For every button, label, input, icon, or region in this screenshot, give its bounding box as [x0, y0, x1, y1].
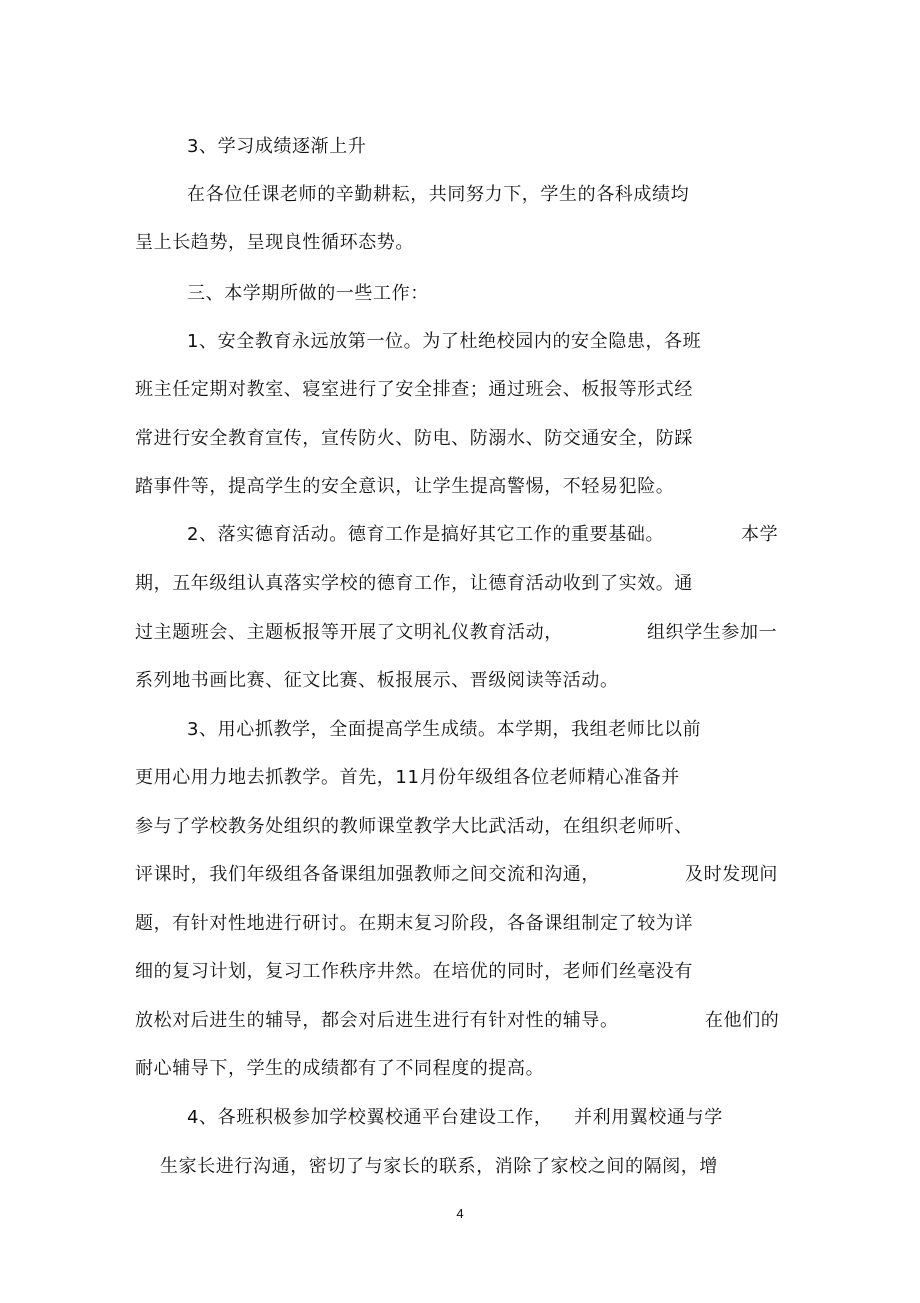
body-text-line: 组织学生参加一 — [647, 622, 778, 643]
body-text-line: 参与了学校教务处组织的教师课堂教学大比武活动，在组织老师听、 — [135, 816, 693, 837]
body-text-line: 在各位任课老师的辛勤耕耘，共同努力下，学生的各科成绩均 — [187, 184, 690, 205]
body-text-line: 更用心用力地去抓教学。首先，11月份年级组各位老师精心准备并 — [135, 767, 680, 788]
body-text-line: 1、安全教育永远放第一位。为了杜绝校园内的安全隐患，各班 — [187, 331, 702, 352]
body-text-line: 3、用心抓教学，全面提高学生成绩。本学期，我组老师比以前 — [187, 719, 702, 740]
page-number: 4 — [456, 1206, 464, 1221]
body-text-line: 题，有针对性地进行研讨。在期末复习阶段，各备课组制定了较为详 — [135, 913, 693, 934]
body-text-line: 生家长进行沟通，密切了与家长的联系，消除了家校之间的隔阂，增 — [160, 1156, 718, 1177]
body-text-line: 期，五年级组认真落实学校的德育工作，让德育活动收到了实效。通 — [135, 573, 693, 594]
body-text-line: 细的复习计划，复习工作秩序井然。在培优的同时，老师们丝毫没有 — [135, 961, 693, 982]
body-text-line: 在他们的 — [705, 1010, 780, 1031]
section-heading-work: 三、本学期所做的一些工作： — [187, 283, 429, 304]
body-text-line: 评课时，我们年级组各备课组加强教师之间交流和沟通， — [135, 864, 600, 885]
body-text-line: 并利用翼校通与学 — [574, 1107, 723, 1128]
body-text-line: 呈上长趋势，呈现良性循环态势。 — [135, 232, 414, 253]
heading-academic-progress: 3、学习成绩逐渐上升 — [187, 136, 367, 157]
body-text-line: 耐心辅导下，学生的成绩都有了不同程度的提高。 — [135, 1058, 545, 1079]
body-text-line: 4、各班积极参加学校翼校通平台建设工作， — [187, 1107, 553, 1128]
body-text-line: 系列地书画比赛、征文比赛、板报展示、晋级阅读等活动。 — [135, 670, 619, 691]
body-text-line: 过主题班会、主题板报等开展了文明礼仪教育活动， — [135, 622, 563, 643]
body-text-line: 本学 — [741, 524, 779, 545]
body-text-line: 放松对后进生的辅导，都会对后进生进行有针对性的辅导。 — [135, 1010, 619, 1031]
body-text-line: 踏事件等，提高学生的安全意识，让学生提高警惕，不轻易犯险。 — [135, 476, 675, 497]
body-text-line: 班主任定期对教室、寝室进行了安全排查；通过班会、板报等形式经 — [135, 379, 693, 400]
body-text-line: 2、落实德育活动。德育工作是搞好其它工作的重要基础。 — [187, 524, 665, 545]
body-text-line: 常进行安全教育宣传，宣传防火、防电、防溺水、防交通安全，防踩 — [135, 428, 693, 449]
body-text-line: 及时发现问 — [685, 864, 778, 885]
